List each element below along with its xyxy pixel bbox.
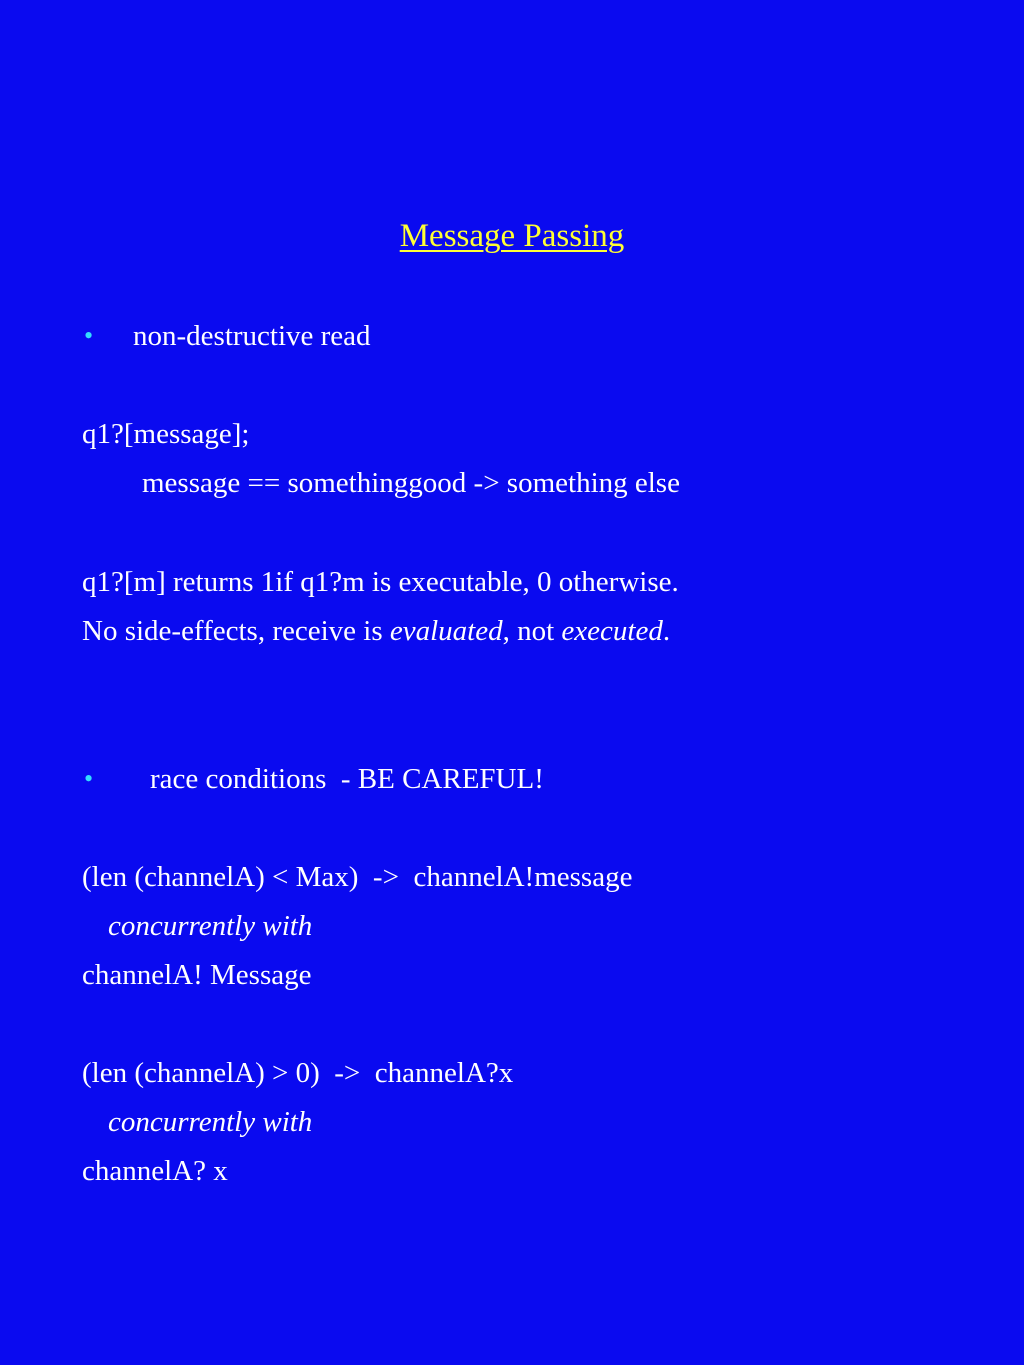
concurrently-with-text: concurrently with — [108, 1106, 313, 1138]
evaluated-emphasis: evaluated — [389, 615, 503, 647]
code-line-receive: q1?[message]; — [82, 418, 250, 450]
slide-title: Message Passing — [399, 218, 625, 254]
concurrently-with-label — [108, 906, 312, 946]
code-line-send-guard: (len (channelA) < Max) -> channelA!message — [82, 861, 633, 893]
code-line-receive-x: channelA? x — [82, 1155, 228, 1187]
bullet-item-nondestructive-read: non-destructive read — [133, 320, 371, 352]
not-text: , not — [502, 615, 562, 647]
concurrently-with-label — [108, 1102, 312, 1142]
code-line-receive-guard: (len (channelA) > 0) -> channelA?x — [82, 1057, 514, 1089]
description-line-side-effects — [82, 611, 670, 651]
period-text: . — [662, 615, 671, 647]
side-effects-text: No side-effects, receive is — [82, 615, 390, 647]
bullet-item-race-conditions: race conditions - BE CAREFUL! — [150, 763, 544, 795]
description-line-returns: q1?[m] returns 1if q1?m is executable, 0 otherwise. — [82, 566, 679, 598]
bullet-icon: • — [84, 764, 94, 793]
executed-emphasis: executed — [561, 615, 663, 647]
code-line-guard: message == somethinggood -> something else — [142, 467, 680, 499]
bullet-icon: • — [84, 321, 94, 350]
code-line-send: channelA! Message — [82, 959, 312, 991]
concurrently-with-text: concurrently with — [108, 910, 313, 942]
